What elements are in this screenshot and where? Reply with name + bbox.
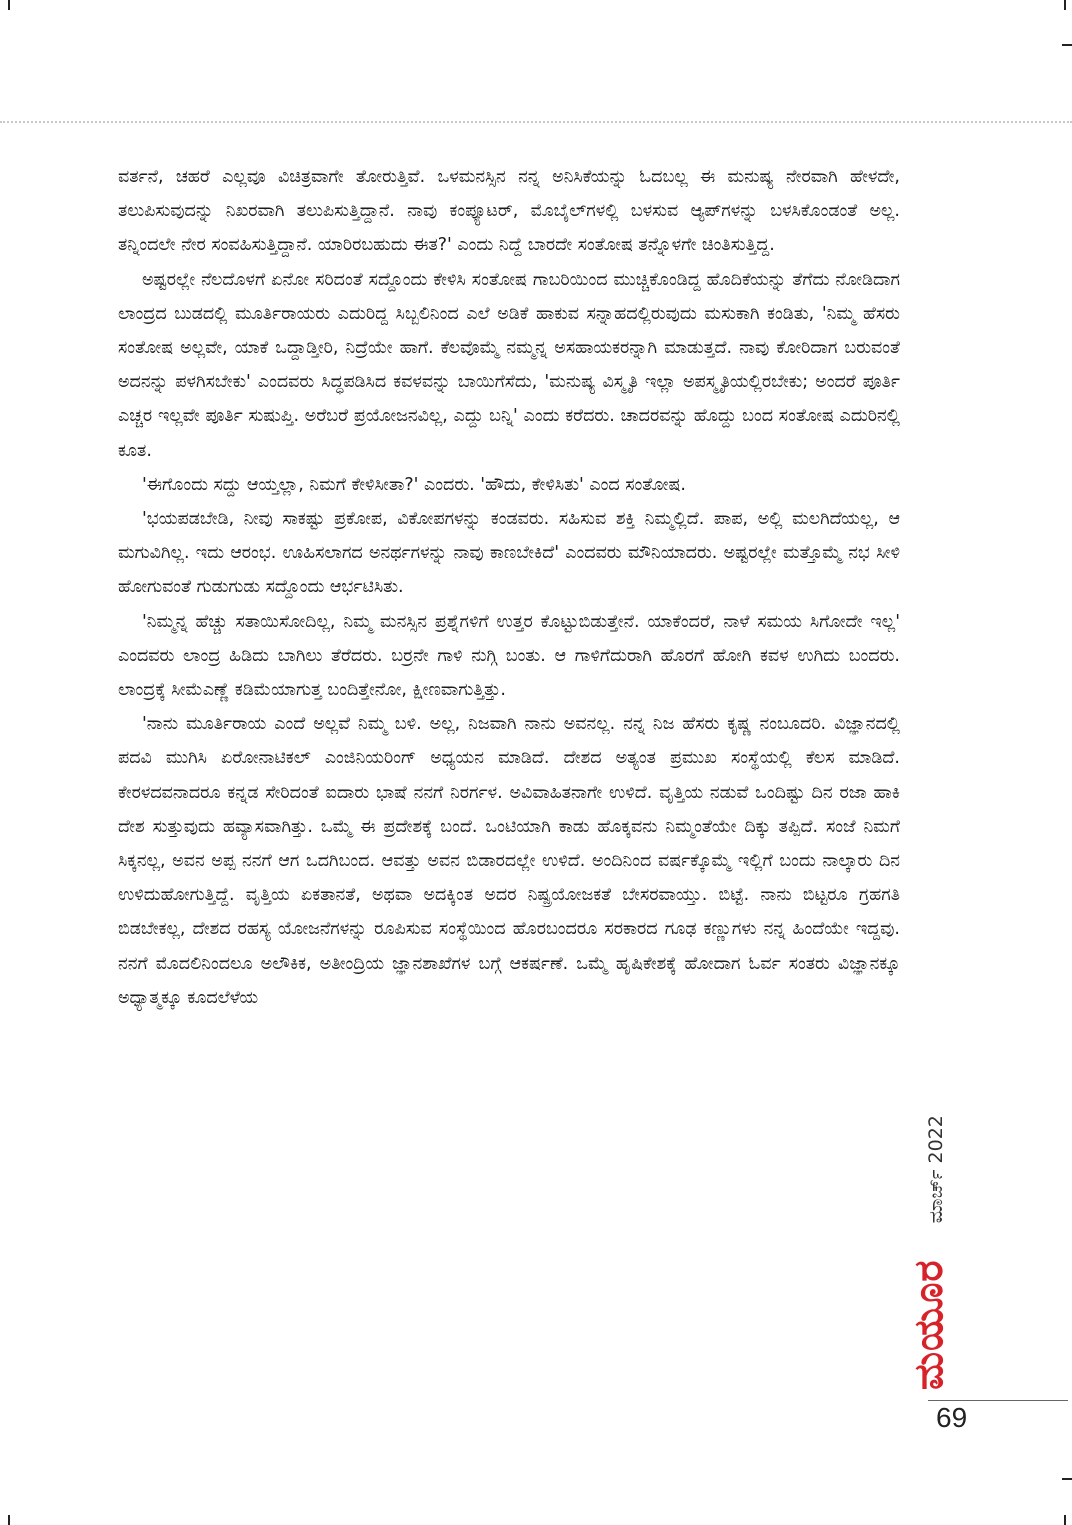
issue-date: ಮಾರ್ಚ್ 2022 [925, 1115, 947, 1224]
crop-mark-bottom-right-tick [1062, 1478, 1072, 1480]
crop-mark-bottom-left [8, 1515, 10, 1525]
header-dotted-rule [0, 121, 1072, 123]
magazine-logo: ಮಯೂರ [906, 1259, 952, 1390]
paragraph: 'ಈಗೊಂದು ಸದ್ದು ಆಯ್ತಲ್ಲಾ, ನಿಮಗೆ ಕೇಳಿಸೀತಾ?' ಎಂದರು. 'ಹೌದು, ಕೇಳಿಸಿತು' ಎಂದ ಸಂತೋಷ. [142, 474, 686, 495]
crop-mark-top-left [8, 0, 10, 10]
paragraph: ವರ್ತನೆ, ಚಹರೆ ಎಲ್ಲವೂ ವಿಚಿತ್ರವಾಗೇ ತೋರುತ್ತಿವೆ. ಒಳಮನಸ್ಸಿನ ನನ್ನ ಅನಿಸಿಕೆಯನ್ನು ಓದಬಲ್ಲ ಈ ಮನುಷ್ಯ ನೇರವಾಗಿ ಹೇಳದೇ, ತಲುಪಿಸುವುದನ್ನು ನಿಖರವಾಗಿ ತಲುಪಿಸುತ್ತಿದ್ದಾನೆ. ನಾವು ಕಂಪ್ಯೂಟರ್, ಮೊಬೈಲ್‌ಗಳಲ್ಲಿ ಬಳಸುವ ಆ್ಯಪ್‌ಗಳನ್ನು ಬಳಸಿಕೊಂಡಂತೆ ಅಲ್ಲ. ತನ್ನಿಂದಲೇ ನೇರ ಸಂವಹಿಸುತ್ತಿದ್ದಾನೆ. ಯಾರಿರಬಹುದು ಈತ?' ಎಂದು ನಿದ್ದೆ ಬಾರದೇ ಸಂತೋಷ ತನ್ನೊಳಗೇ ಚಿಂತಿಸುತ್ತಿದ್ದ. [118, 167, 900, 256]
page-number-rule [928, 1400, 1068, 1401]
sidebar-rotated-text [906, 1115, 952, 1390]
page-number: 69 [936, 1402, 968, 1433]
paragraph: ಅಷ್ಟರಲ್ಲೇ ನೆಲದೊಳಗೆ ಏನೋ ಸರಿದಂತೆ ಸದ್ದೊಂದು ಕೇಳಿಸಿ ಸಂತೋಷ ಗಾಬರಿಯಿಂದ ಮುಚ್ಚಿಕೊಂಡಿದ್ದ ಹೊದಿಕೆಯನ್ನು ತೆಗೆದು ನೋಡಿದಾಗ ಲಾಂದ್ರದ ಬುಡದಲ್ಲಿ ಮೂರ್ತಿರಾಯರು ಎದುರಿದ್ದ ಸಿಬ್ಬಲಿನಿಂದ ಎಲೆ ಅಡಿಕೆ ಹಾಕುವ ಸನ್ನಾಹದಲ್ಲಿರುವುದು ಮಸುಕಾಗಿ ಕಂಡಿತು, 'ನಿಮ್ಮ ಹೆಸರು ಸಂತೋಷ ಅಲ್ಲವೇ, ಯಾಕೆ ಒದ್ದಾಡ್ತೀರಿ, ನಿದ್ರೆಯೇ ಹಾಗೆ. ಕೆಲವೊಮ್ಮೆ ನಮ್ಮನ್ನ ಅಸಹಾಯಕರನ್ನಾಗಿ ಮಾಡುತ್ತದೆ. ನಾವು ಕೋರಿದಾಗ ಬರುವಂತೆ ಅದನನ್ನು ಪಳಗಿಸಬೇಕು' ಎಂದವರು ಸಿದ್ಧಪಡಿಸಿದ ಕವಳವನ್ನು ಬಾಯಿಗೆಸೆದು, 'ಮನುಷ್ಯ ವಿಸ್ಮೃತಿ ಇಲ್ಲಾ ಅಪಸ್ಮೃತಿಯಲ್ಲಿರಬೇಕು; ಅಂದರೆ ಪೂರ್ತಿ ಎಚ್ಚರ ಇಲ್ಲವೇ ಪೂರ್ತಿ ಸುಷುಪ್ತಿ. ಅರೆಬರೆ ಪ್ರಯೋಜನವಿಲ್ಲ, ಎದ್ದು ಬನ್ನಿ' ಎಂದು ಕರೆದರು. ಚಾದರವನ್ನು ಹೊದ್ದು ಬಂದ ಸಂತೋಷ ಎದುರಿನಲ್ಲಿ ಕೂತ. [118, 269, 900, 461]
paragraph: 'ನಿಮ್ಮನ್ನ ಹೆಚ್ಚು ಸತಾಯಿಸೋದಿಲ್ಲ, ನಿಮ್ಮ ಮನಸ್ಸಿನ ಪ್ರಶ್ನೆಗಳಿಗೆ ಉತ್ತರ ಕೊಟ್ಟುಬಿಡುತ್ತೇನೆ. ಯಾಕೆಂದರೆ, ನಾಳೆ ಸಮಯ ಸಿಗೋದೇ ಇಲ್ಲ' ಎಂದವರು ಲಾಂದ್ರ ಹಿಡಿದು ಬಾಗಿಲು ತೆರೆದರು. ಬರ್ರನೇ ಗಾಳಿ ನುಗ್ಗಿ ಬಂತು. ಆ ಗಾಳಿಗೆದುರಾಗಿ ಹೊರಗೆ ಹೋಗಿ ಕವಳ ಉಗಿದು ಬಂದರು. ಲಾಂದ್ರಕ್ಕೆ ಸೀಮೆಎಣ್ಣೆ ಕಡಿಮೆಯಾಗುತ್ತ ಬಂದಿತ್ತೇನೋ, ಕ್ಷೀಣವಾಗುತ್ತಿತ್ತು. [118, 611, 900, 701]
crop-mark-bottom-right [1064, 1515, 1066, 1525]
article-body [118, 160, 900, 1015]
crop-mark-top-right [1064, 0, 1066, 10]
page-sidebar [906, 1060, 976, 1390]
paragraph: 'ನಾನು ಮೂರ್ತಿರಾಯ ಎಂದೆ ಅಲ್ಲವೆ ನಿಮ್ಮ ಬಳಿ. ಅಲ್ಲ, ನಿಜವಾಗಿ ನಾನು ಅವನಲ್ಲ. ನನ್ನ ನಿಜ ಹೆಸರು ಕೃಷ್ಣ ನಂಬೂದರಿ. ವಿಜ್ಞಾನದಲ್ಲಿ ಪದವಿ ಮುಗಿಸಿ ಏರೋನಾಟಿಕಲ್ ಎಂಜಿನಿಯರಿಂಗ್ ಅಧ್ಯಯನ ಮಾಡಿದೆ. ದೇಶದ ಅತ್ಯಂತ ಪ್ರಮುಖ ಸಂಸ್ಥೆಯಲ್ಲಿ ಕೆಲಸ ಮಾಡಿದೆ. ಕೇರಳದವನಾದರೂ ಕನ್ನಡ ಸೇರಿದಂತೆ ಐದಾರು ಭಾಷೆ ನನಗೆ ನಿರರ್ಗಳ. ಅವಿವಾಹಿತನಾಗೇ ಉಳಿದೆ. ವೃತ್ತಿಯ ನಡುವೆ ಒಂದಿಷ್ಟು ದಿನ ರಜಾ ಹಾಕಿ ದೇಶ ಸುತ್ತುವುದು ಹವ್ಯಾಸವಾಗಿತ್ತು. ಒಮ್ಮೆ ಈ ಪ್ರದೇಶಕ್ಕೆ ಬಂದೆ. ಒಂಟಿಯಾಗಿ ಕಾಡು ಹೊಕ್ಕವನು ನಿಮ್ಮಂತೆಯೇ ದಿಕ್ಕು ತಪ್ಪಿದೆ. ಸಂಜೆ ನಿಮಗೆ ಸಿಕ್ಕನಲ್ಲ, ಅವನ ಅಪ್ಪ ನನಗೆ ಆಗ ಒದಗಿಬಂದ. ಆವತ್ತು ಅವನ ಬಿಡಾರದಲ್ಲೇ ಉಳಿದೆ. ಅಂದಿನಿಂದ ವರ್ಷಕ್ಕೊಮ್ಮೆ ಇಲ್ಲಿಗೆ ಬಂದು ನಾಲ್ಕಾರು ದಿನ ಉಳಿದುಹೋಗುತ್ತಿದ್ದೆ. ವೃತ್ತಿಯ ಏಕತಾನತೆ, ಅಥವಾ ಅದಕ್ಕಿಂತ ಅದರ ನಿಷ್ಪ್ರಯೋಜಕತೆ ಬೇಸರವಾಯ್ತು. ಬಿಟ್ಟೆ. ನಾನು ಬಿಟ್ಟರೂ ಗ್ರಹಗತಿ ಬಿಡಬೇಕಲ್ಲ, ದೇಶದ ರಹಸ್ಯ ಯೋಜನೆಗಳನ್ನು ರೂಪಿಸುವ ಸಂಸ್ಥೆಯಿಂದ ಹೊರಬಂದರೂ ಸರಕಾರದ ಗೂಢ ಕಣ್ಣುಗಳು ನನ್ನ ಹಿಂದೆಯೇ ಇದ್ದವು. ನನಗೆ ಮೊದಲಿನಿಂದಲೂ ಅಲೌಕಿಕ, ಅತೀಂದ್ರಿಯ ಜ್ಞಾನಶಾಖೆಗಳ ಬಗ್ಗೆ ಆಕರ್ಷಣೆ. ಒಮ್ಮೆ ಹೃಷಿಕೇಶಕ್ಕೆ ಹೋದಾಗ ಓರ್ವ ಸಂತರು ವಿಜ್ಞಾನಕ್ಕೂ ಅಧ್ಯಾತ್ಮಕ್ಕೂ ಕೂದಲೆಳೆಯ [118, 714, 900, 1008]
paragraph: 'ಭಯಪಡಬೇಡಿ, ನೀವು ಸಾಕಷ್ಟು ಪ್ರಕೋಪ, ವಿಕೋಪಗಳನ್ನು ಕಂಡವರು. ಸಹಿಸುವ ಶಕ್ತಿ ನಿಮ್ಮಲ್ಲಿದೆ. ಪಾಪ, ಅಲ್ಲಿ ಮಲಗಿದೆಯಲ್ಲ, ಆ ಮಗುವಿಗಿಲ್ಲ. ಇದು ಆರಂಭ. ಊಹಿಸಲಾಗದ ಅನರ್ಥಗಳನ್ನು ನಾವು ಕಾಣಬೇಕಿದೆ' ಎಂದವರು ಮೌನಿಯಾದರು. ಅಷ್ಟರಲ್ಲೇ ಮತ್ತೊಮ್ಮೆ ನಭ ಸೀಳಿ ಹೋಗುವಂತೆ ಗುಡುಗುಡು ಸದ್ದೊಂದು ಆರ್ಭಟಿಸಿತು. [118, 509, 900, 598]
crop-mark-top-right-tick [1062, 44, 1072, 46]
